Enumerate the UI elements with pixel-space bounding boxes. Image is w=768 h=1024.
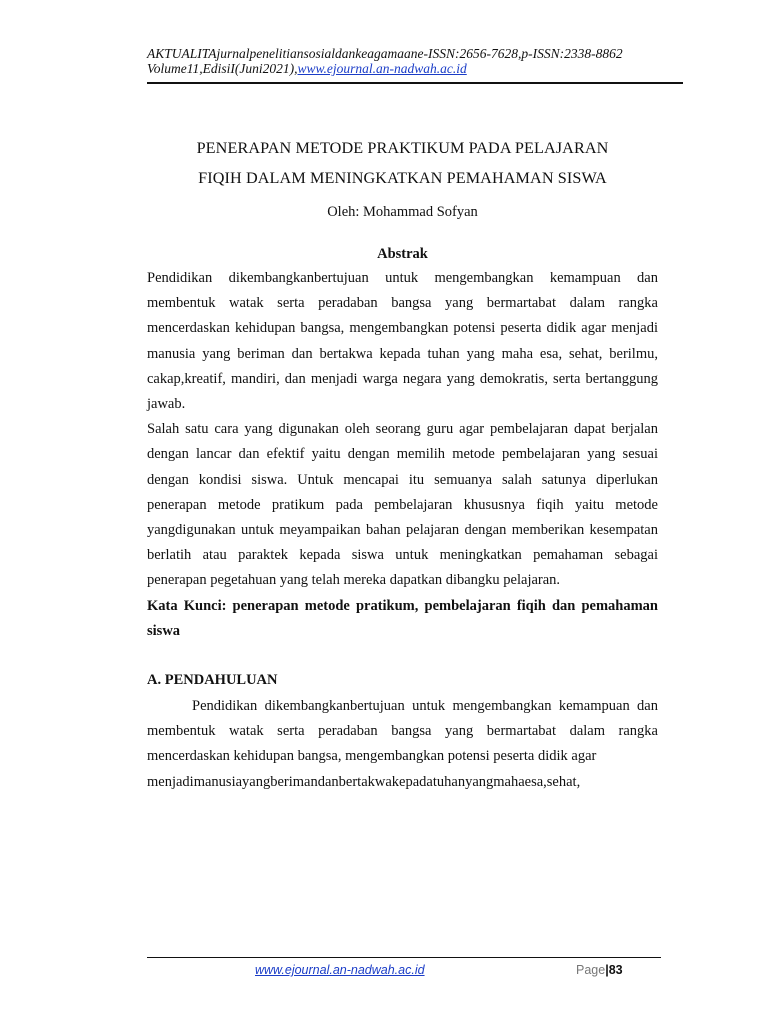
footer-url-link[interactable]: www.ejournal.an-nadwah.ac.id bbox=[255, 963, 425, 977]
journal-url-link[interactable]: www.ejournal.an-nadwah.ac.id bbox=[297, 61, 467, 76]
journal-header-line2 bbox=[147, 61, 682, 76]
keywords: Kata Kunci: penerapan metode pratikum, pembelajaran fiqih dan pemahaman siswa bbox=[147, 597, 658, 639]
section-heading-introduction: A. PENDAHULUAN bbox=[147, 672, 278, 688]
journal-header bbox=[147, 46, 682, 76]
journal-header-line1: AKTUALITAjurnalpenelitiansosialdankeagamaane-ISSN:2656-7628,p-ISSN:2338-8862 bbox=[147, 46, 623, 61]
author-line: Oleh: Mohammad Sofyan bbox=[327, 204, 478, 220]
page-separator: | bbox=[605, 963, 609, 977]
abstract-paragraph-1: Pendidikan dikembangkanbertujuan untuk mengembangkan kemampuan dan membentuk watak serta peradaban bangsa yang bermartabat dalam rangka mencerdaskan kehidupan bangsa, mengembangkan potensi peserta didik agar menjadi manusia yang beriman dan bertakwa kepada tuhan yang maha esa, sehat, berilmu, cakap,kreatif, mandiri, dan menjadi warga negara yang demokratis, serta bertanggung jawab. bbox=[147, 270, 658, 413]
section-introduction-body bbox=[147, 694, 658, 795]
paper-title bbox=[147, 133, 658, 193]
paper-title-line2: FIQIH DALAM MENINGKATKAN PEMAHAMAN SISWA bbox=[198, 169, 607, 187]
page-number bbox=[576, 963, 623, 977]
volume-info: Volume11,EdisiI(Juni2021), bbox=[147, 61, 298, 76]
abstract-body bbox=[147, 266, 658, 644]
introduction-paragraph: Pendidikan dikembangkanbertujuan untuk mengembangkan kemampuan dan membentuk watak serta peradaban bangsa yang bermartabat dalam rangka mencerdaskan kehidupan bangsa, mengembangkan potensi peserta didik agar bbox=[147, 698, 658, 765]
page-label: Page bbox=[576, 963, 606, 977]
introduction-last-line: menjadimanusiayangberimandanbertakwakepadatuhanyangmahaesa,sehat, bbox=[147, 773, 581, 790]
paper-title-line1: PENERAPAN METODE PRAKTIKUM PADA PELAJARAN bbox=[196, 139, 609, 157]
page-number-value: 83 bbox=[608, 963, 623, 977]
abstract-heading: Abstrak bbox=[377, 246, 428, 262]
footer-divider bbox=[147, 957, 661, 958]
header-divider bbox=[147, 82, 683, 84]
abstract-paragraph-2: Salah satu cara yang digunakan oleh seorang guru agar pembelajaran dapat berjalan dengan lancar dan efektif yaitu dengan memilih metode pembelajaran yang sesuai dengan kondisi siswa. Untuk mencapai itu semuanya salah satunya diperlukan penerapan metode pratikum pada pembelajaran khususnya fiqih yaitu metode yangdigunakan untuk meyampaikan bahan pelajaran dengan memberikan kesempatan berlatih atau paraktek kepada siswa untuk meningkatkan pemahaman sebagai penerapan pegetahuan yang telah mereka dapatkan dibangku pelajaran. bbox=[147, 421, 658, 589]
